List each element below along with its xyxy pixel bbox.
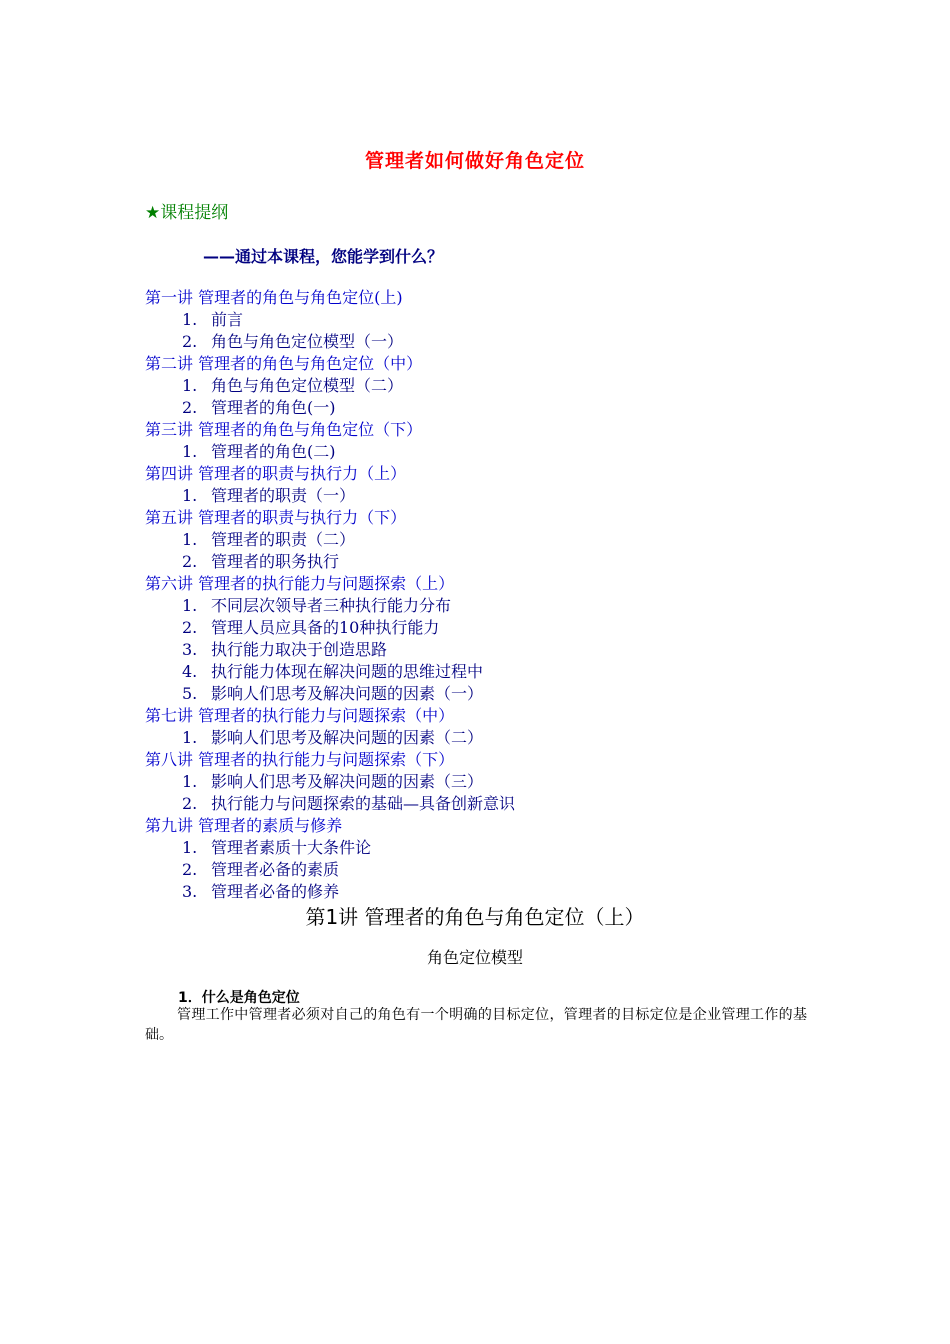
toc-item-text: 管理者的职务执行 <box>211 552 340 571</box>
toc-item <box>145 793 845 815</box>
toc-item-text: 前言 <box>211 310 244 329</box>
toc-item <box>145 485 845 507</box>
toc-item <box>145 441 845 463</box>
toc-item-text: 执行能力与问题探索的基础—具备创新意识 <box>211 794 516 813</box>
toc-item-number: 5. <box>182 684 198 703</box>
toc-item-text: 角色与角色定位模型（二） <box>211 376 404 395</box>
toc-item-text: 执行能力取决于创造思路 <box>211 640 388 659</box>
toc-item-text: 影响人们思考及解决问题的因素（一） <box>211 684 484 703</box>
toc-item-number: 1. <box>182 442 198 461</box>
toc-item <box>145 595 845 617</box>
table-of-contents <box>145 287 845 903</box>
toc-item-number: 2. <box>182 618 198 637</box>
toc-item <box>145 661 845 683</box>
toc-item-number: 2. <box>182 860 198 879</box>
toc-item-number: 3. <box>182 640 198 659</box>
toc-item-text: 管理者的角色(二) <box>211 442 336 461</box>
toc-lecture: 第七讲 管理者的执行能力与问题探索（中） <box>145 706 455 725</box>
toc-item-text: 角色与角色定位模型（一） <box>211 332 404 351</box>
toc-item-number: 1. <box>182 310 198 329</box>
toc-item <box>145 881 845 903</box>
toc-item-text: 管理者必备的素质 <box>211 860 340 879</box>
toc-item-number: 1. <box>182 376 198 395</box>
toc-item-number: 2. <box>182 552 198 571</box>
toc-lecture: 第六讲 管理者的执行能力与问题探索（上） <box>145 574 455 593</box>
toc-lecture: 第三讲 管理者的角色与角色定位（下） <box>145 420 423 439</box>
toc-item-number: 1. <box>182 596 198 615</box>
toc-item-text: 管理者的角色(一) <box>211 398 336 417</box>
toc-item <box>145 771 845 793</box>
toc-lecture: 第五讲 管理者的职责与执行力（下） <box>145 508 407 527</box>
toc-item-number: 2. <box>182 794 198 813</box>
body-paragraph: 管理工作中管理者必须对自己的角色有一个明确的目标定位，管理者的目标定位是企业管理工作的基础。 <box>145 1007 807 1043</box>
toc-item-text: 管理者的职责（二） <box>211 530 356 549</box>
toc-item <box>145 397 845 419</box>
toc-item-number: 4. <box>182 662 198 681</box>
toc-lecture: 第四讲 管理者的职责与执行力（上） <box>145 464 407 483</box>
toc-item <box>145 727 845 749</box>
toc-item-number: 1. <box>182 772 198 791</box>
toc-item <box>145 375 845 397</box>
toc-lecture: 第九讲 管理者的素质与修养 <box>145 816 343 835</box>
model-heading: 角色定位模型 <box>426 948 523 967</box>
outline-heading: ★课程提纲 <box>145 203 229 223</box>
toc-lecture: 第一讲 管理者的角色与角色定位(上) <box>145 288 403 307</box>
section-heading: 1．什么是角色定位 <box>178 990 300 1006</box>
toc-lecture: 第八讲 管理者的执行能力与问题探索（下） <box>145 750 455 769</box>
toc-item-number: 1. <box>182 728 198 747</box>
toc-item <box>145 331 845 353</box>
toc-item-text: 管理者必备的修养 <box>211 882 340 901</box>
toc-item-number: 1. <box>182 530 198 549</box>
toc-item-text: 影响人们思考及解决问题的因素（三） <box>211 772 484 791</box>
toc-item-text: 管理者素质十大条件论 <box>211 838 372 857</box>
toc-item-number: 2. <box>182 332 198 351</box>
toc-item-text: 执行能力体现在解决问题的思维过程中 <box>211 662 484 681</box>
toc-item-text: 管理者的职责（一） <box>211 486 356 505</box>
toc-item <box>145 859 845 881</box>
toc-item <box>145 617 845 639</box>
toc-item <box>145 551 845 573</box>
toc-item-number: 3. <box>182 882 198 901</box>
toc-lecture: 第二讲 管理者的角色与角色定位（中） <box>145 354 423 373</box>
toc-item-text: 管理人员应具备的10种执行能力 <box>211 618 440 637</box>
toc-item <box>145 837 845 859</box>
toc-item <box>145 529 845 551</box>
outline-subheading: ——通过本课程，您能学到什么？ <box>203 247 444 266</box>
toc-item <box>145 639 845 661</box>
lecture-heading: 第1讲 管理者的角色与角色定位（上） <box>305 905 645 929</box>
toc-item-number: 2. <box>182 398 198 417</box>
document-title: 管理者如何做好角色定位 <box>364 150 585 172</box>
toc-item <box>145 683 845 705</box>
toc-item <box>145 309 845 331</box>
toc-item-number: 1. <box>182 838 198 857</box>
toc-item-text: 不同层次领导者三种执行能力分布 <box>211 596 452 615</box>
toc-item-number: 1. <box>182 486 198 505</box>
toc-item-text: 影响人们思考及解决问题的因素（二） <box>211 728 484 747</box>
